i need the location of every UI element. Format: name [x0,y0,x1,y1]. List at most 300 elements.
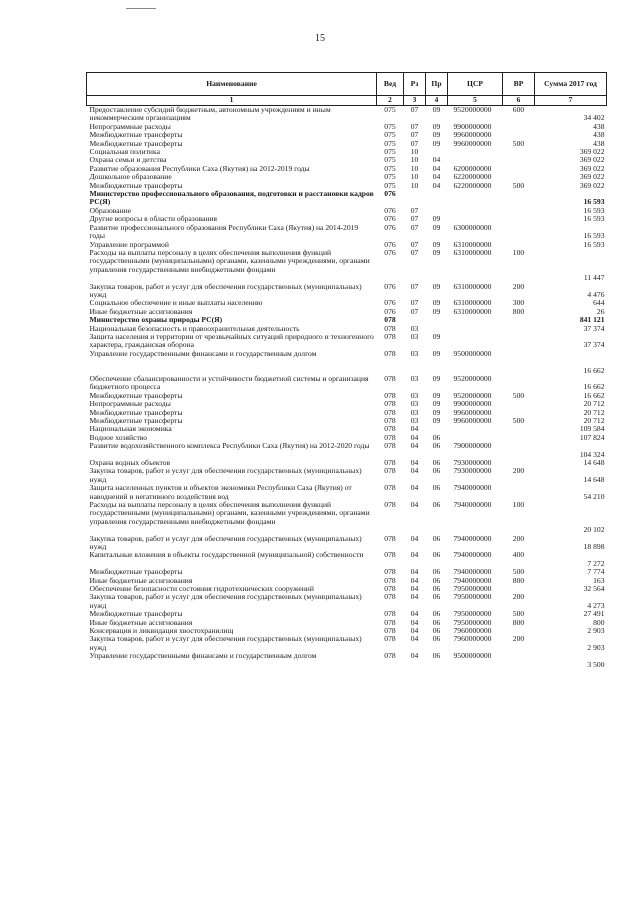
table-row [87,190,607,207]
row-pr: 04 [432,155,441,165]
row-pr: 06 [432,651,441,661]
row-vr [503,484,535,501]
row-sum: 369 022 [579,155,605,165]
row-csr [448,425,503,433]
column-number-row [87,96,607,106]
row-sum: 109 584 [579,424,605,434]
row-ved: 078 [384,457,396,467]
row-vr: 800 [512,575,525,585]
table-row [87,593,607,610]
row-vr: 500 [512,390,525,400]
row-csr: 7950000000 [453,584,492,594]
row-rz: 07 [410,239,419,249]
row-vr [503,350,535,375]
row-sum: 14 648 [583,474,605,484]
row-name: Межбюджетные трансферты [89,130,183,140]
row-sum: 11 447 [583,273,605,283]
row-ved: 078 [384,323,396,333]
table-row [87,350,607,375]
row-ved: 075 [384,172,396,182]
row-csr: 6310000000 [453,298,492,308]
row-csr: 7900000000 [453,441,492,451]
scan-edge-mark [126,8,156,9]
row-pr: 09 [432,214,441,224]
row-sum: 438 [593,121,605,131]
row-csr: 7940000000 [453,575,492,585]
row-name: Закупка товаров, работ и услуг для обеспечения государственных (муниципальных) нужд [89,281,362,299]
row-csr: 9520000000 [453,390,492,400]
row-vr: 500 [512,415,525,425]
row-ved: 076 [384,239,396,249]
row-vr [503,190,535,207]
row-name: Управление программой [89,239,169,249]
row-pr: 04 [432,163,441,173]
row-sum: 3 500 [587,659,605,669]
row-rz: 04 [410,626,419,636]
row-sum: 4 273 [587,600,605,610]
row-ved: 078 [384,617,396,627]
row-rz: 04 [410,592,419,602]
row-vr: 500 [512,567,525,577]
row-rz: 07 [410,214,419,224]
row-vr: 300 [512,298,525,308]
row-ved: 078 [384,432,396,442]
column-number: 4 [426,96,448,106]
table-body [87,106,607,670]
row-name: Закупка товаров, работ и услуг для обеспечения государственных (муниципальных) нужд [89,533,362,552]
row-ved: 076 [384,205,396,215]
row-ved: 075 [384,130,396,140]
row-name: Министерство охраны природы РС(Я) [89,315,223,325]
row-rz: 03 [410,399,419,409]
table-row [87,467,607,484]
row-vr [503,148,535,156]
row-rz: 04 [410,466,419,476]
row-vr [503,123,535,131]
row-name: Развитие профессионального образования Республики Саха (Якутия) на 2014-2019 годы [89,222,359,241]
row-csr: 9900000000 [453,121,492,131]
column-number: 3 [404,96,426,106]
table-row [87,551,607,568]
row-sum: 369 022 [579,172,605,182]
header-rz: Рз [404,73,426,96]
row-sum: 644 [593,298,605,308]
row-rz: 04 [410,424,419,434]
row-name: Социальное обеспечение и иные выплаты населению [89,298,263,308]
row-name: Обеспечение безопасности состояния гидротехнических сооружений [89,584,314,594]
row-name: Водное хозяйство [89,432,148,442]
row-pr: 06 [432,609,441,619]
row-ved: 075 [384,147,396,157]
row-rz: 04 [410,441,419,451]
column-number: 1 [87,96,377,106]
row-sum: 20 712 [583,399,605,409]
row-csr [448,148,503,156]
row-sum: 369 022 [579,147,605,157]
row-ved: 076 [384,281,396,291]
row-ved: 078 [384,399,396,409]
row-pr: 06 [432,483,441,493]
row-ved: 078 [384,500,396,510]
row-vr: 200 [512,634,525,644]
row-rz: 04 [410,634,419,644]
row-name: Министерство профессионального образования, подготовки и расстановки кадров РС(Я) [89,189,374,207]
row-rz: 07 [410,105,419,114]
row-name: Закупка товаров, работ и услуг для обеспечения государственных (муниципальных) нужд [89,634,362,652]
row-vr: 500 [512,138,525,148]
row-sum: 16 593 [583,205,605,215]
row-name: Национальная безопасность и правоохранительная деятельность [89,323,300,333]
row-pr: 09 [432,105,441,114]
row-name: Расходы на выплаты персоналу в целях обеспечения выполнения функций государственными (муниципальными) органами, казенными учреждениями, органами управления государственными внебюджетными фондами [89,500,370,526]
row-name: Иные бюджетные ассигнования [89,575,193,585]
row-name: Образование [89,205,132,215]
row-pr: 09 [432,306,441,316]
row-vr [503,215,535,223]
row-sum: 37 374 [583,323,605,333]
row-name: Защита населения и территории от чрезвычайных ситуаций природного и техногенного характера, гражданская оборона [89,331,374,350]
row-sum: 20 712 [583,407,605,417]
table-row [87,106,607,123]
row-vr [503,400,535,408]
row-vr [503,224,535,241]
row-name: Национальная экономика [89,424,172,434]
row-ved: 078 [384,651,396,661]
row-sum: 4 476 [587,289,605,299]
row-ved: 078 [384,609,396,619]
row-csr: 6310000000 [453,306,492,316]
column-number: 5 [448,96,503,106]
row-pr: 09 [432,222,441,232]
table-row [87,249,607,283]
row-vr: 500 [512,180,525,190]
row-pr: 09 [432,348,441,358]
row-pr: 09 [432,130,441,140]
row-ved: 075 [384,105,396,114]
row-rz: 07 [410,281,419,291]
row-csr: 6220000000 [453,180,492,190]
row-sum: 37 374 [583,340,605,350]
row-pr: 09 [432,247,441,257]
row-rz: 03 [410,331,419,341]
row-csr: 6310000000 [453,247,492,257]
row-sum: 16 662 [583,365,605,375]
header-ved: Вед [377,73,404,96]
row-sum: 26 [596,306,605,316]
row-name: Межбюджетные трансферты [89,415,183,425]
row-ved: 078 [384,550,396,560]
table-row [87,140,607,148]
row-ved: 078 [384,407,396,417]
row-ved: 075 [384,163,396,173]
row-ved: 076 [384,247,396,257]
row-name: Иные бюджетные ассигнования [89,306,193,316]
row-vr: 600 [512,105,525,114]
row-rz: 07 [410,205,419,215]
row-pr: 06 [432,441,441,451]
row-rz: 03 [410,373,419,383]
row-name: Управление государственными финансами и государственным долгом [89,348,317,358]
row-rz: 03 [410,415,419,425]
table-row [87,333,607,350]
row-csr: 9500000000 [453,348,492,358]
row-csr: 6220000000 [453,172,492,182]
row-pr: 06 [432,567,441,577]
row-csr: 7940000000 [453,550,492,560]
row-csr: 7930000000 [453,457,492,467]
row-rz [404,190,426,207]
row-csr: 6300000000 [453,222,492,232]
row-pr: 09 [432,399,441,409]
row-rz: 04 [410,567,419,577]
row-name: Закупка товаров, работ и услуг для обеспечения государственных (муниципальных) нужд [89,592,362,610]
row-rz: 04 [410,483,419,493]
row-csr [448,333,503,350]
row-sum: 800 [593,617,605,627]
table-row [87,375,607,392]
budget-table [86,72,607,669]
row-name: Консервация и ликвидация хвостохранилищ [89,626,234,636]
row-rz: 07 [410,138,419,148]
row-rz: 07 [410,121,419,131]
row-vr: 800 [512,617,525,627]
row-csr: 7940000000 [453,483,492,493]
row-rz: 03 [410,407,419,417]
row-csr [448,207,503,215]
row-csr: 9960000000 [453,138,492,148]
table-row [87,635,607,652]
row-ved: 076 [384,306,396,316]
row-sum: 14 648 [583,457,605,467]
row-name: Капитальные вложения в объекты государственной (муниципальной) собственности [89,550,364,560]
row-name: Другие вопросы в области образования [89,214,217,224]
row-pr [426,190,448,207]
row-csr: 9900000000 [453,399,492,409]
row-ved: 078 [384,592,396,602]
row-sum: 20 102 [583,525,605,535]
row-vr [503,652,535,669]
row-csr: 9500000000 [453,651,492,661]
row-vr [503,207,535,215]
row-sum: 16 593 [583,239,605,249]
table-row [87,652,607,669]
row-rz: 10 [410,155,419,165]
row-vr [503,333,535,350]
row-rz: 04 [410,550,419,560]
row-rz: 03 [410,323,419,333]
row-ved: 078 [384,533,396,543]
row-name: Охрана семьи и детства [89,155,167,165]
header-name: Наименование [87,73,377,96]
row-pr: 09 [432,138,441,148]
row-name: Обеспечение сбалансированности и устойчивости бюджетной системы и организация бюджетного процесса [89,373,369,392]
row-vr: 100 [512,247,525,257]
row-csr: 7950000000 [453,617,492,627]
row-sum: 32 564 [583,584,605,594]
row-vr [503,442,535,459]
row-ved: 078 [384,373,396,383]
row-vr: 500 [512,609,525,619]
header-pr: Пр [426,73,448,96]
row-csr: 7930000000 [453,466,492,476]
row-pr: 09 [432,407,441,417]
row-name: Закупка товаров, работ и услуг для обеспечения государственных (муниципальных) нужд [89,466,362,484]
row-ved: 078 [384,315,396,325]
row-csr: 9960000000 [453,407,492,417]
row-csr: 7950000000 [453,592,492,602]
row-pr: 06 [432,550,441,560]
row-vr: 100 [512,500,525,510]
row-pr: 06 [432,626,441,636]
row-vr: 200 [512,533,525,543]
row-name: Межбюджетные трансферты [89,609,183,619]
row-sum: 369 022 [579,163,605,173]
row-name: Управление государственными финансами и государственным долгом [89,651,317,661]
row-ved: 078 [384,483,396,493]
row-name: Иные бюджетные ассигнования [89,617,193,627]
row-sum: 54 210 [583,491,605,501]
row-name: Межбюджетные трансферты [89,407,183,417]
row-ved: 078 [384,626,396,636]
row-sum: 18 898 [583,542,605,552]
row-pr: 06 [432,457,441,467]
row-name: Межбюджетные трансферты [89,180,183,190]
row-ved: 078 [384,584,396,594]
row-vr [503,165,535,173]
row-sum: 20 712 [583,415,605,425]
row-sum: 438 [593,130,605,140]
row-name: Предоставление субсидий бюджетным, автономным учреждениям и иным некоммерческим организациям [89,105,331,123]
row-csr: 7960000000 [453,634,492,644]
row-ved: 078 [384,441,396,451]
table-row [87,442,607,459]
row-rz: 07 [410,247,419,257]
row-csr: 7940000000 [453,567,492,577]
row-name: Непрограммные расходы [89,121,171,131]
header-sum: Сумма 2017 год [535,73,607,96]
row-vr [503,316,535,324]
row-pr: 09 [432,298,441,308]
row-rz: 04 [410,609,419,619]
row-ved: 078 [384,634,396,644]
row-pr: 09 [432,239,441,249]
row-name: Дошкольное образование [89,172,172,182]
table-row [87,425,607,433]
row-ved: 075 [384,138,396,148]
row-csr: 7950000000 [453,609,492,619]
row-ved: 078 [384,466,396,476]
row-name: Расходы на выплаты персоналу в целях обеспечения выполнения функций государственными (муниципальными) органами, казенными учреждениями, органами управления государственными внебюджетными фондами [89,247,370,274]
row-ved: 078 [384,348,396,358]
row-pr: 09 [432,415,441,425]
header-csr: ЦСР [448,73,503,96]
row-pr: 09 [432,331,441,341]
table-row [87,535,607,552]
row-pr: 06 [432,533,441,543]
row-sum: 16 662 [583,382,605,392]
row-ved: 076 [384,214,396,224]
row-vr: 200 [512,466,525,476]
row-rz: 04 [410,575,419,585]
row-rz: 07 [410,222,419,232]
row-pr: 04 [432,172,441,182]
row-ved: 078 [384,415,396,425]
row-ved: 076 [384,298,396,308]
row-vr [503,325,535,333]
row-ved: 078 [384,390,396,400]
row-rz: 10 [410,163,419,173]
row-ved: 076 [384,189,396,199]
row-rz: 07 [410,306,419,316]
column-number: 7 [535,96,607,106]
row-ved: 078 [384,567,396,577]
row-vr [503,156,535,164]
row-ved: 075 [384,121,396,131]
row-vr: 200 [512,281,525,291]
row-ved: 078 [384,331,396,341]
row-sum: 34 402 [583,113,605,123]
row-csr: 7940000000 [453,500,492,510]
table-row [87,283,607,300]
row-vr: 400 [512,550,525,560]
row-ved: 075 [384,180,396,190]
row-rz: 04 [410,533,419,543]
row-sum: 841 121 [579,315,605,325]
row-name: Межбюджетные трансферты [89,567,183,577]
row-csr: 6310000000 [453,281,492,291]
row-csr [448,316,503,324]
row-pr: 06 [432,432,441,442]
row-csr: 7960000000 [453,626,492,636]
row-sum: 438 [593,138,605,148]
row-csr: 6310000000 [453,239,492,249]
row-rz: 10 [410,180,419,190]
row-sum: 16 662 [583,390,605,400]
row-pr: 06 [432,500,441,510]
row-ved: 078 [384,424,396,434]
row-csr: 9520000000 [453,105,492,114]
table-row [87,484,607,501]
row-rz: 07 [410,298,419,308]
row-ved: 075 [384,155,396,165]
row-sum: 7 272 [587,558,605,568]
row-vr [503,425,535,433]
row-sum: 104 324 [579,449,605,459]
row-rz: 03 [410,390,419,400]
row-sum: 16 593 [583,197,605,207]
row-rz: 10 [410,172,419,182]
row-csr: 9520000000 [453,373,492,383]
row-pr: 06 [432,617,441,627]
row-pr: 09 [432,281,441,291]
row-rz: 04 [410,457,419,467]
row-rz: 04 [410,500,419,510]
row-vr [503,375,535,392]
row-name: Развитие водохозяйственного комплекса Республики Саха (Якутия) на 2012-2020 годы [89,441,370,451]
row-name: Защита населенных пунктов и объектов экономики Республики Саха (Якутия) от наводнений и негативного воздействия вод [89,483,352,501]
row-csr: 9960000000 [453,415,492,425]
row-rz: 07 [410,130,419,140]
row-name: Социальная политика [89,147,160,157]
row-rz: 03 [410,348,419,358]
row-sum: 163 [593,575,605,585]
row-csr: 6200000000 [453,163,492,173]
column-number: 2 [377,96,404,106]
row-vr [503,434,535,442]
row-sum: 369 022 [579,180,605,190]
row-sum: 27 491 [583,609,605,619]
row-pr [426,316,448,324]
